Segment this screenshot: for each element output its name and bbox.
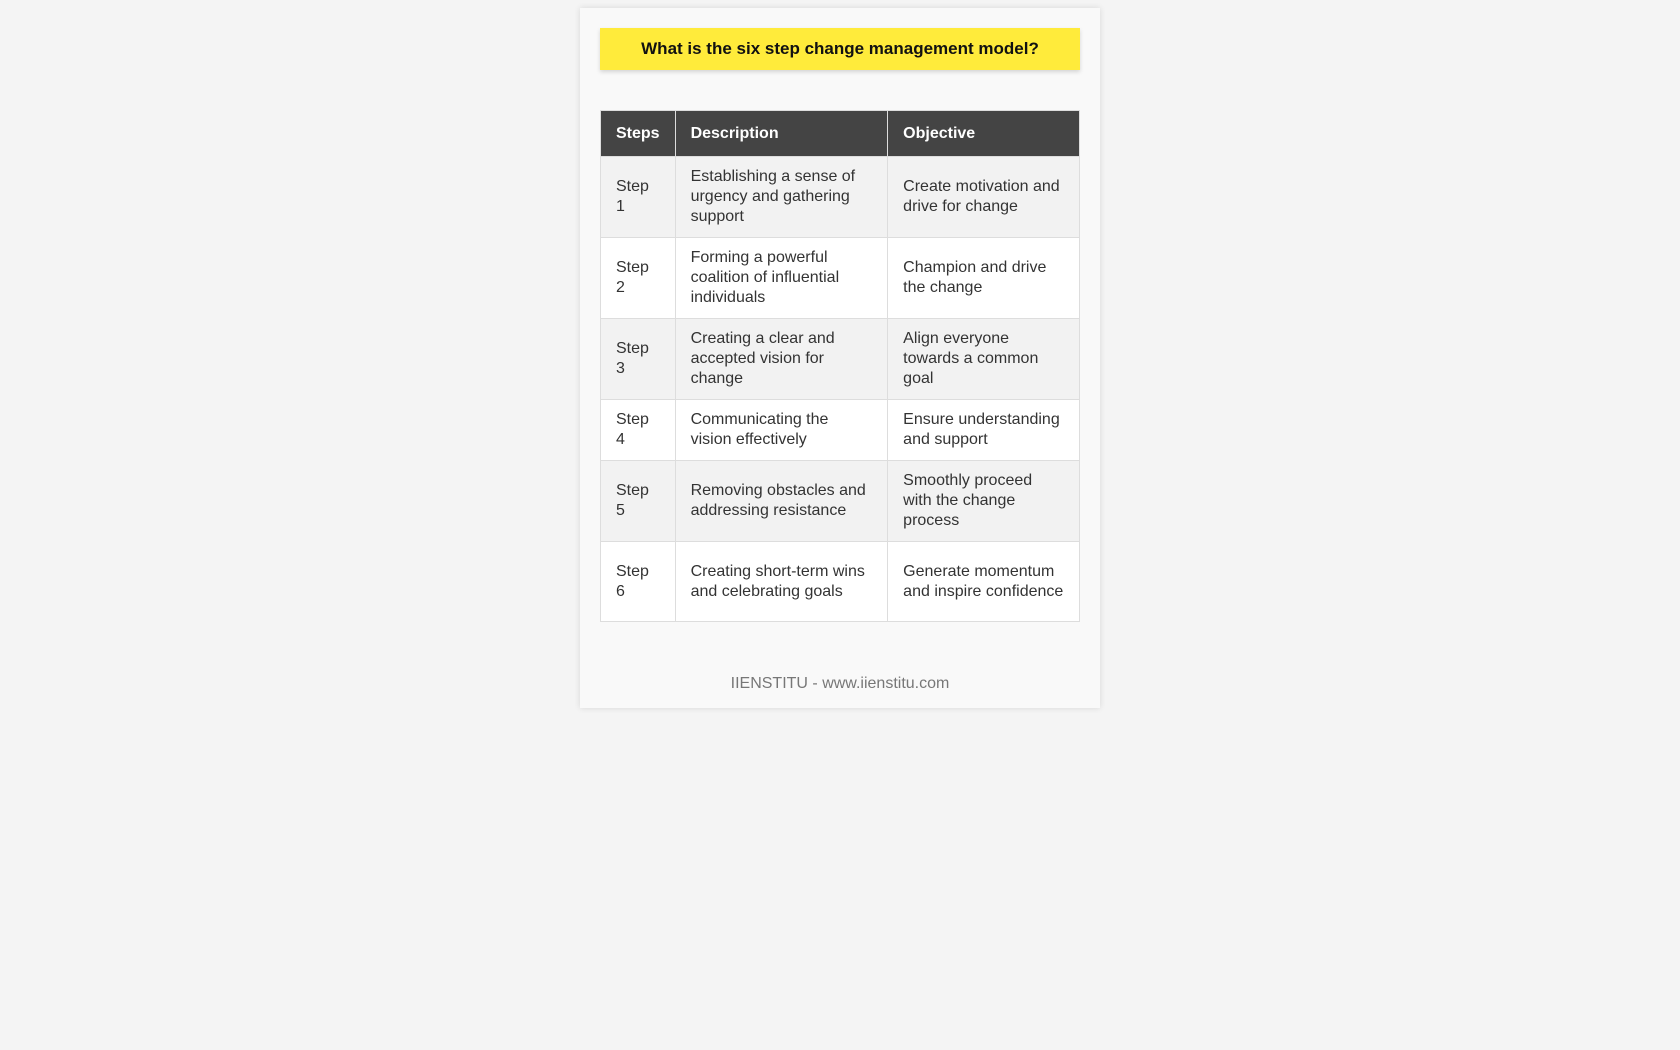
column-header-objective: Objective bbox=[888, 111, 1080, 157]
footer-credit: IIENSTITU - www.iienstitu.com bbox=[730, 675, 950, 692]
table-header-row bbox=[601, 111, 1080, 157]
steps-table bbox=[600, 110, 1080, 622]
description-cell: Creating a clear and accepted vision for change bbox=[675, 319, 888, 400]
objective-cell: Champion and drive the change bbox=[888, 238, 1080, 319]
table-row bbox=[601, 461, 1080, 542]
description-cell: Establishing a sense of urgency and gathering support bbox=[675, 157, 888, 238]
step-cell: Step 3 bbox=[601, 319, 676, 400]
table-row bbox=[601, 238, 1080, 319]
description-cell: Creating short-term wins and celebrating goals bbox=[675, 542, 888, 622]
step-cell: Step 4 bbox=[601, 400, 676, 461]
description-cell: Forming a powerful coalition of influential individuals bbox=[675, 238, 888, 319]
table-row bbox=[601, 542, 1080, 622]
table-row bbox=[601, 157, 1080, 238]
page-title: What is the six step change management model? bbox=[600, 28, 1080, 70]
content-card bbox=[580, 8, 1100, 708]
table-row bbox=[601, 319, 1080, 400]
step-cell: Step 5 bbox=[601, 461, 676, 542]
table-row bbox=[601, 400, 1080, 461]
objective-cell: Align everyone towards a common goal bbox=[888, 319, 1080, 400]
step-cell: Step 1 bbox=[601, 157, 676, 238]
objective-cell: Smoothly proceed with the change process bbox=[888, 461, 1080, 542]
step-cell: Step 2 bbox=[601, 238, 676, 319]
objective-cell: Generate momentum and inspire confidence bbox=[888, 542, 1080, 622]
description-cell: Communicating the vision effectively bbox=[675, 400, 888, 461]
objective-cell: Ensure understanding and support bbox=[888, 400, 1080, 461]
description-cell: Removing obstacles and addressing resistance bbox=[675, 461, 888, 542]
objective-cell: Create motivation and drive for change bbox=[888, 157, 1080, 238]
step-cell: Step 6 bbox=[601, 542, 676, 622]
column-header-description: Description bbox=[675, 111, 888, 157]
column-header-steps: Steps bbox=[601, 111, 676, 157]
